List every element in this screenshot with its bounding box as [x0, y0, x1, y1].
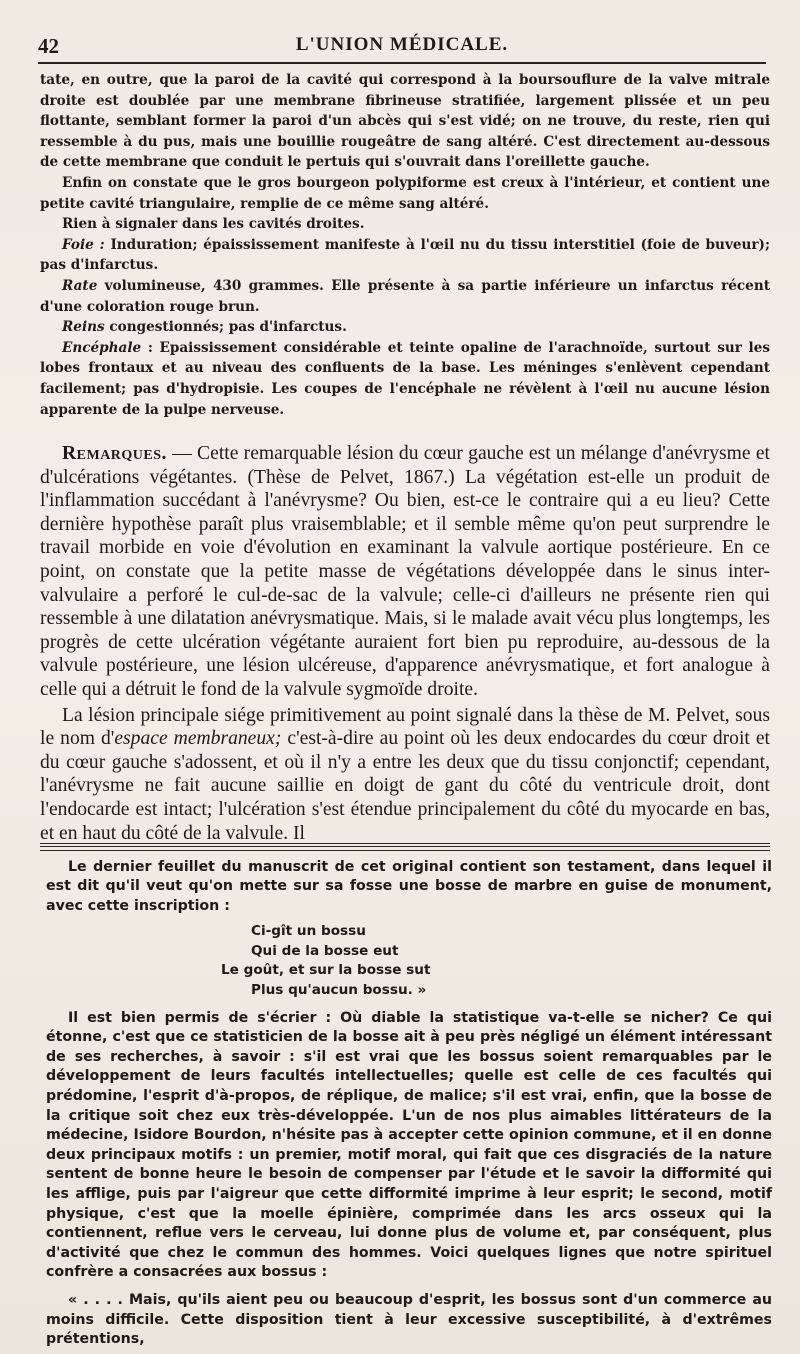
label-reins: Reins [62, 319, 105, 336]
label-rate: Rate [62, 277, 98, 294]
paragraph-foie [40, 235, 770, 276]
epitaph-inscription [221, 922, 772, 1000]
italic-espace-membraneux: espace membraneux; [114, 728, 282, 750]
paragraph-lesion-principale [40, 704, 770, 846]
epitaph-line: Qui de la bosse eut [251, 942, 399, 959]
label-encephale: Encéphale [62, 339, 142, 356]
epitaph-line: Le goût, et sur la bosse sut [221, 962, 431, 979]
label-foie: Foie : [62, 236, 105, 253]
paragraph-encephale [40, 338, 770, 420]
paragraph-remarques [40, 442, 770, 702]
case-report-section [40, 70, 770, 845]
paragraph-statistique: Il est bien permis de s'écrier : Où diable la statistique va-t-elle se nicher? Ce qui étonne, c'est que ce statisticien de la bosse ait à peu près négligé un élément intéressant de ses recherches, à savoir : s'il est vrai que les bossus soient remarquables par le développement de leurs facultés intellectuelles; quelle est celle de ces facultés qui prédomine, l'esprit d'à-propos, de réplique, de malice; s'il est vrai, enfin, que la bosse de la critique soit chez eux très-développée. L'un de nos plus aimables littérateurs de la médecine, Isidore Bourdon, n'hésite pas à accepter cette opinion commune, et il en donne deux principaux motifs : un premier, motif moral, qui fait que ces disgraciés de la nature sentent de bonne heure le besoin de compenser par l'étude et le savoir la difformité qui les afflige, puis par l'aigreur que cette difformité imprime à leur esprit; le second, motif physique, c'est que la moelle épinière, comprimée dans les arcs osseux qui la contiennent, reflue vers le cerveau, lui donne plus de volume et, par conséquent, plus d'activité que chez le commun des hommes. Voici quelques lignes que notre spirituel confrère a consacrées aux bossus : [46, 1009, 772, 1281]
feuilleton-rule-thin [40, 850, 770, 851]
text-remarques: — Cette remarquable lésion du cœur gauche est un mélange d'anévrysme et d'ulcérations végétantes. (Thèse de Pelvet, 1867.) La végétation est-elle un produit de l'inflammation succédant à l'anévrysme? Ou bien, est-ce le contraire qui a eu lieu? Cette dernière hypothèse paraît plus vraisemblable; et il semble même qu'on peut surprendre le travail morbide en voie d'évolution en examinant la valvule aortique postérieure. En ce point, on constate que la petite masse de végétations développée dans le sinus inter-valvulaire a perforé le cul-de-sac de la valvule; celle-ci d'ailleurs ne présente rien qui ressemble à une dilatation anévrysmatique. Mais, si le malade avait vécu plus longtemps, les progrès de cette ulcération végétante auraient fort bien pu reproduire, au-dessous de la valvule postérieure, une lésion ulcéreuse, d'apparence anévrysmatique, et fort analogue à celle qui a détruit le fond de la valvule sygmoïde droite. [40, 443, 770, 701]
text-encephale: : Epaississement considérable et teinte opaline de l'arachnoïde, surtout sur les lobes frontaux et au niveau des confluents de la base. Les méninges s'enlèvent cependant facilement; pas d'hydropisie. Les coupes de l'encéphale ne révèlent à l'œil nu aucune lésion apparente de la pulpe nerveuse. [40, 339, 770, 418]
page-number: 42 [38, 34, 59, 58]
paragraph-rate [40, 276, 770, 317]
text-rate: volumineuse, 430 grammes. Elle présente à sa partie inférieure un infarctus récent d'une coloration rouge brun. [40, 277, 770, 315]
feuilleton-rule-thick [40, 843, 770, 847]
paragraph-quote-bourdon: « . . . . Mais, qu'ils aient peu ou beaucoup d'esprit, les bossus sont d'un commerce au moins difficile. Cette disposition tient à leur excessive susceptibilité, à d'extrêmes prétentions, [46, 1291, 772, 1348]
label-remarques: Remarques. [62, 443, 167, 465]
epitaph-line: Plus qu'aucun bossu. » [251, 982, 427, 998]
page-header [38, 30, 766, 60]
paragraph-cavites-droites: Rien à signaler dans les cavités droites. [62, 216, 365, 233]
epitaph-line: Ci-gît un bossu [251, 923, 366, 940]
feuilleton-section [46, 858, 772, 1350]
paragraph-testament: Le dernier feuillet du manuscrit de cet original contient son testament, dans lequel il est dit qu'il veut qu'on mette sur sa fosse une bosse de marbre en guise de monument, avec cette inscription : [46, 859, 772, 914]
header-rule [38, 62, 766, 64]
paragraph-reins [40, 317, 770, 338]
text-lesion-before: La lésion principale siége primitivement au point signalé dans la thèse de M. Pelvet, sous le nom d' [40, 704, 770, 750]
text-reins: congestionnés; pas d'infarctus. [104, 319, 347, 336]
paragraph-autopsy-continued: tate, en outre, que la paroi de la cavité qui correspond à la boursouflure de la valve mitrale droite est doublée par une membrane fibrineuse stratifiée, largement plissée et un peu flottante, semblant former la paroi d'un abcès qui s'est vidé; on ne trouve, du reste, rien qui ressemble à du pus, mais une bouillie rougeâtre de sang altéré. C'est directement au-dessous de cette membrane que conduit le pertuis qui s'ouvrait dans l'oreillette gauche. [40, 72, 770, 171]
running-title: L'UNION MÉDICALE. [295, 34, 509, 55]
paragraph-bourgeon: Enfin on constate que le gros bourgeon polypiforme est creux à l'intérieur, et contient une petite cavité triangulaire, remplie de ce même sang altéré. [40, 174, 770, 212]
text-foie: Induration; épaississement manifeste à l'œil nu du tissu interstitiel (foie de buveur); pas d'infarctus. [40, 236, 770, 274]
text-lesion-after: c'est-à-dire au point où les deux endocardes du cœur droit et du cœur gauche s'adossent, et où il n'y a entre les deux que du tissu conjonctif; cependant, l'anévrysme ne fait aucune saillie en doigt de gant du côté du ventricule droit, dont l'endocarde est intact; l'ulcération s'est étendue principalement du côté du myocarde en bas, et en haut du côté de la valvule. Il [40, 728, 771, 844]
